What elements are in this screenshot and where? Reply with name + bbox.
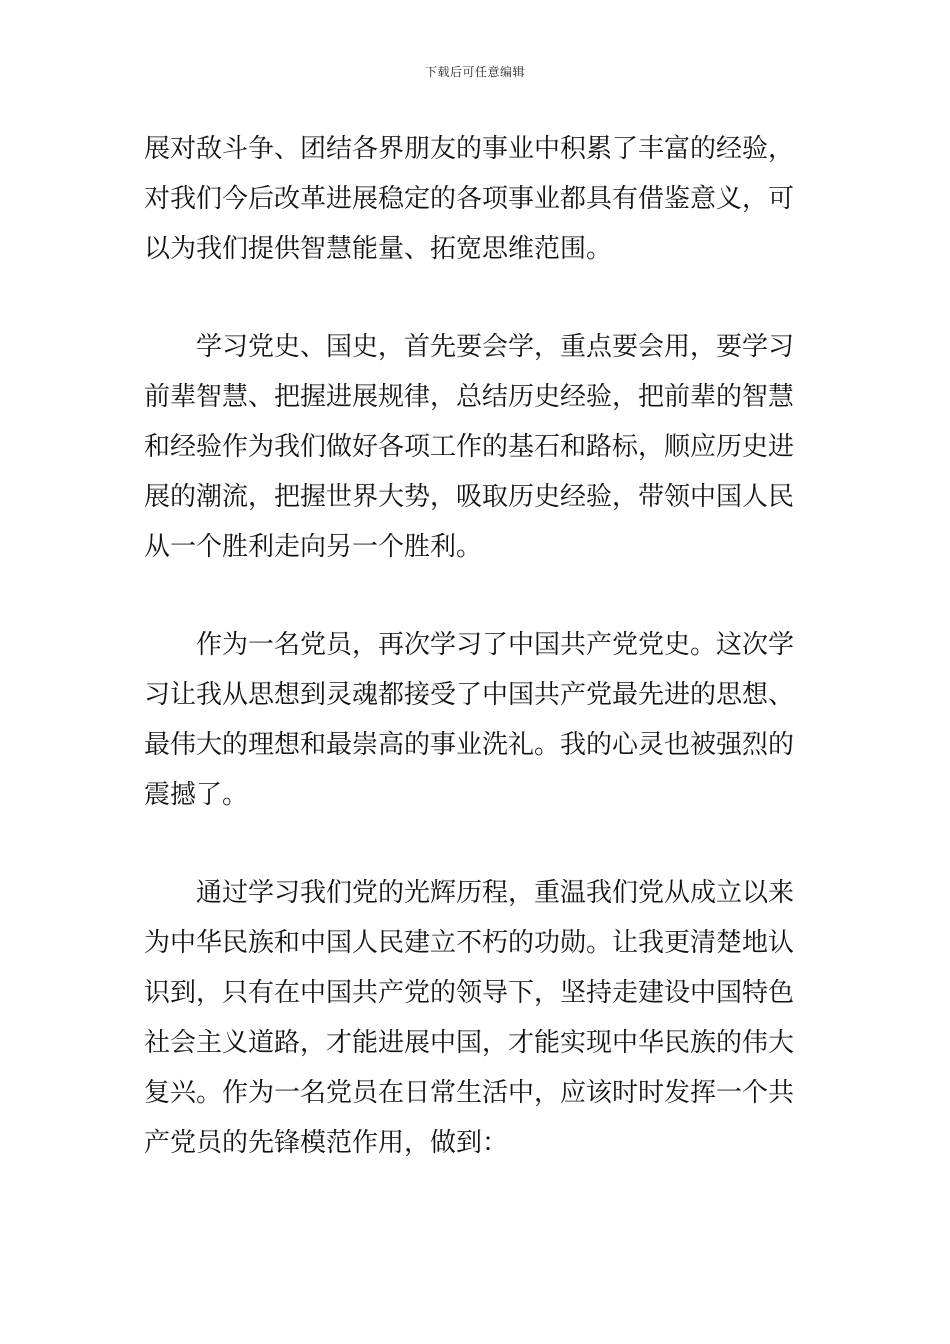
text-line: 前辈智慧、把握进展规律，总结历史经验，把前辈的智慧 [144, 382, 795, 412]
text-line: 和经验作为我们做好各项工作的基石和路标，顺应历史进 [144, 432, 795, 462]
paragraph-gap [144, 274, 810, 322]
text-line: 识到，只有在中国共产党的领导下，坚持走建设中国特色 [144, 978, 795, 1008]
paragraph-gap [144, 572, 810, 620]
document-body [144, 124, 810, 1168]
paragraph-1 [144, 124, 810, 274]
text-line: 社会主义道路，才能进展中国，才能实现中华民族的伟大 [144, 1028, 795, 1058]
text-line: 通过学习我们党的光辉历程，重温我们党从成立以来 [196, 878, 795, 908]
paragraph-4 [144, 868, 810, 1168]
paragraph-gap [144, 820, 810, 868]
text-line: 展的潮流，把握世界大势，吸取历史经验，带领中国人民 [144, 482, 795, 512]
text-line: 从一个胜利走向另一个胜利。 [144, 532, 483, 562]
paragraph-2 [144, 322, 810, 572]
text-line: 最伟大的理想和最崇高的事业洗礼。我的心灵也被强烈的 [144, 730, 795, 760]
text-line: 为中华民族和中国人民建立不朽的功勋。让我更清楚地认 [144, 928, 795, 958]
text-line: 产党员的先锋模范作用，做到： [144, 1128, 509, 1158]
page-header-note: 下载后可任意编辑 [424, 65, 525, 79]
text-line: 对我们今后改革进展稳定的各项事业都具有借鉴意义，可 [144, 184, 795, 214]
text-line: 以为我们提供智慧能量、拓宽思维范围。 [144, 234, 613, 264]
text-line: 作为一名党员，再次学习了中国共产党党史。这次学 [196, 630, 795, 660]
text-line: 学习党史、国史，首先要会学，重点要会用，要学习 [196, 332, 795, 362]
text-line: 习让我从思想到灵魂都接受了中国共产党最先进的思想、 [144, 680, 795, 710]
text-line: 展对敌斗争、团结各界朋友的事业中积累了丰富的经验， [144, 134, 795, 164]
paragraph-3 [144, 620, 810, 820]
text-line: 复兴。作为一名党员在日常生活中，应该时时发挥一个共 [144, 1078, 795, 1108]
text-line: 震撼了。 [144, 780, 249, 810]
